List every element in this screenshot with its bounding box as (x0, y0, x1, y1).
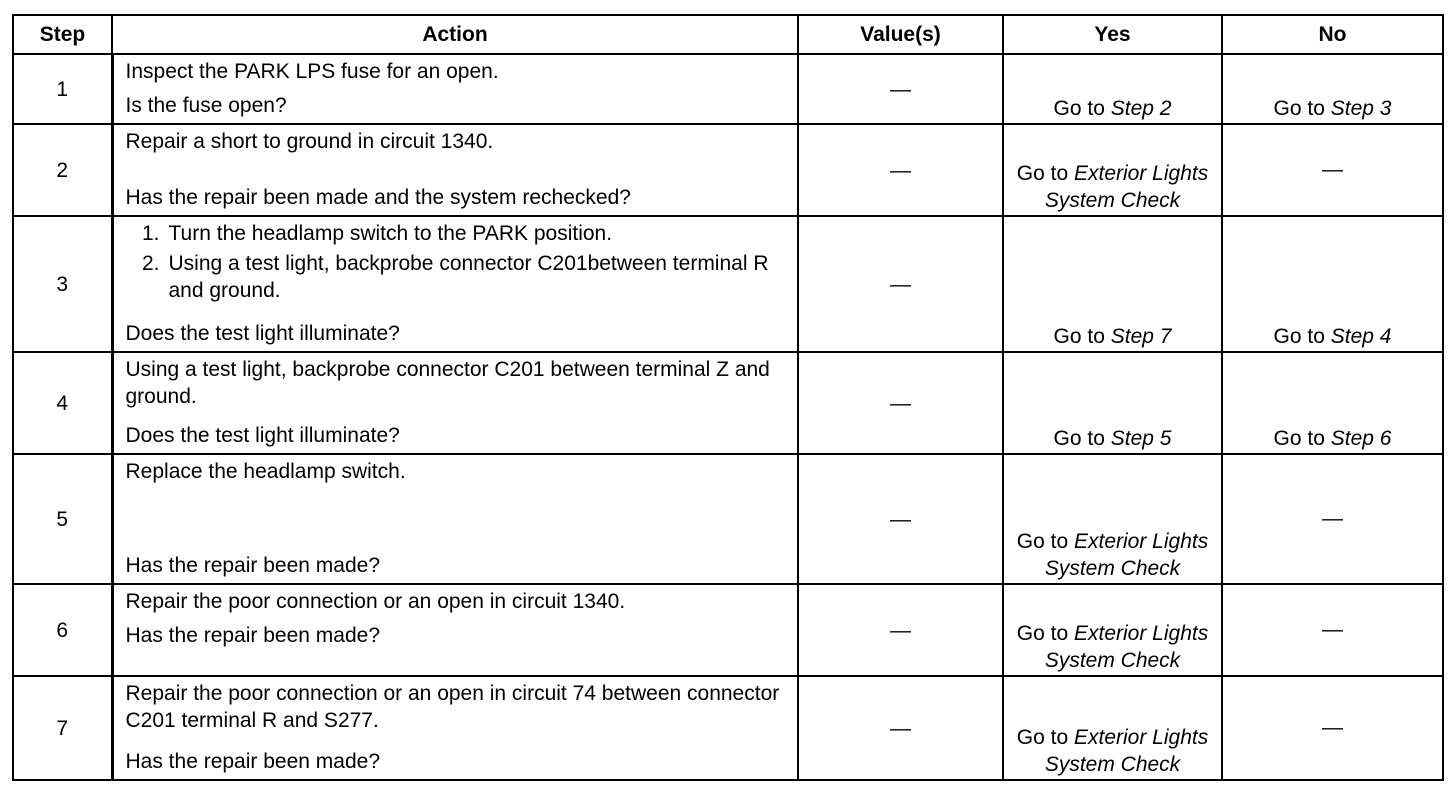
header-values: Value(s) (798, 15, 1003, 54)
no-result-link (1274, 95, 1392, 122)
action-instructions (126, 58, 788, 85)
table-row (13, 584, 1443, 676)
yes-result-link (1054, 95, 1172, 122)
action-question: Has the repair been made? (125, 554, 380, 577)
action-cell (112, 124, 798, 216)
table-row (13, 454, 1443, 584)
action-instructions (126, 128, 788, 155)
action-cell (112, 352, 798, 454)
action-instructions (126, 220, 788, 307)
table-row (13, 676, 1443, 780)
table-row (13, 352, 1443, 454)
table-body (13, 54, 1443, 780)
substep-number: 1. (141, 222, 160, 245)
action-content (126, 588, 788, 671)
yes-result-prefix: Go to (1016, 530, 1069, 553)
action-line: Using a test light, backprobe connector C201 between terminal Z and ground. (125, 358, 770, 408)
value-dash: — (890, 272, 911, 296)
no-result-link (1274, 425, 1392, 452)
value-dash: — (890, 158, 911, 182)
no-result-dash: — (1322, 618, 1343, 641)
action-cell (112, 454, 798, 584)
step-number: 7 (13, 676, 112, 780)
yes-result-link (1010, 160, 1215, 214)
yes-result-cell (1003, 54, 1222, 124)
step-number: 4 (13, 352, 112, 454)
table-row (13, 216, 1443, 352)
value-cell (798, 54, 1003, 124)
no-result-prefix: Go to (1273, 325, 1325, 348)
substep-item (126, 250, 788, 304)
no-result-dash: — (1322, 507, 1343, 530)
value-cell (798, 584, 1003, 676)
no-result-cell (1222, 584, 1443, 676)
yes-result-prefix: Go to (1053, 97, 1105, 120)
yes-result-prefix: Go to (1053, 427, 1105, 450)
no-result-cell (1222, 216, 1443, 352)
value-dash: — (890, 391, 911, 415)
no-result-cell (1222, 676, 1443, 780)
yes-result-link (1054, 425, 1172, 452)
yes-result-target: Exterior Lights System Check (1044, 162, 1209, 212)
action-cell (112, 584, 798, 676)
action-instructions (126, 356, 788, 410)
no-result-cell (1222, 352, 1443, 454)
diagnostic-table (12, 14, 1444, 781)
no-result-prefix: Go to (1273, 427, 1325, 450)
yes-result-link (1010, 724, 1215, 778)
action-line: Has the repair been made? (125, 624, 380, 647)
table-row (13, 54, 1443, 124)
header-step: Step (13, 15, 112, 54)
yes-result-target: Step 2 (1110, 97, 1172, 120)
step-number: 3 (13, 216, 112, 352)
no-result-cell (1222, 54, 1443, 124)
no-result-target: Step 3 (1330, 97, 1392, 120)
yes-result-link (1054, 323, 1172, 350)
yes-result-target: Exterior Lights System Check (1044, 622, 1209, 672)
action-line: Repair the poor connection or an open in circuit 1340. (125, 590, 626, 613)
yes-result-cell (1003, 454, 1222, 584)
yes-result-link (1010, 528, 1215, 582)
action-instructions (126, 588, 788, 649)
action-cell (112, 54, 798, 124)
substep-number: 2. (141, 252, 160, 275)
action-instructions (126, 458, 788, 485)
no-result-dash: — (1322, 716, 1343, 739)
action-question: Has the repair been made and the system rechecked? (125, 186, 631, 209)
yes-result-cell (1003, 216, 1222, 352)
no-result-cell (1222, 454, 1443, 584)
value-dash: — (890, 618, 911, 642)
substep-text: Turn the headlamp switch to the PARK position. (168, 222, 613, 245)
yes-result-cell (1003, 352, 1222, 454)
action-line: Inspect the PARK LPS fuse for an open. (125, 60, 499, 83)
action-question: Does the test light illuminate? (125, 322, 400, 345)
yes-result-cell (1003, 584, 1222, 676)
yes-result-target: Step 5 (1110, 427, 1172, 450)
yes-result-prefix: Go to (1016, 622, 1069, 645)
substep-text: Using a test light, backprobe connector C201between terminal R and ground. (168, 252, 769, 302)
yes-result-cell (1003, 124, 1222, 216)
action-content (126, 58, 788, 119)
step-number: 6 (13, 584, 112, 676)
yes-result-target: Exterior Lights System Check (1044, 530, 1209, 580)
action-question: Is the fuse open? (125, 94, 287, 117)
value-cell (798, 352, 1003, 454)
yes-result-target: Exterior Lights System Check (1044, 726, 1209, 776)
yes-result-prefix: Go to (1016, 162, 1069, 185)
value-dash: — (890, 77, 911, 101)
yes-result-link (1010, 620, 1215, 674)
action-question: Has the repair been made? (125, 750, 380, 773)
no-result-prefix: Go to (1273, 97, 1325, 120)
action-cell (112, 216, 798, 352)
yes-result-prefix: Go to (1016, 726, 1069, 749)
action-content (126, 220, 788, 347)
yes-result-target: Step 7 (1110, 325, 1172, 348)
header-action: Action (112, 15, 798, 54)
step-number: 2 (13, 124, 112, 216)
value-cell (798, 124, 1003, 216)
value-dash: — (890, 716, 911, 740)
header-no: No (1222, 15, 1443, 54)
value-cell (798, 216, 1003, 352)
yes-result-cell (1003, 676, 1222, 780)
action-line: Repair the poor connection or an open in circuit 74 between connector C201 terminal R and S277. (125, 682, 780, 732)
step-number: 5 (13, 454, 112, 584)
action-line: Replace the headlamp switch. (125, 460, 406, 483)
no-result-target: Step 6 (1330, 427, 1392, 450)
table-row (13, 124, 1443, 216)
yes-result-prefix: Go to (1053, 325, 1105, 348)
action-cell (112, 676, 798, 780)
action-content (126, 128, 788, 211)
action-line: Repair a short to ground in circuit 1340. (125, 130, 494, 153)
value-cell (798, 454, 1003, 584)
no-result-link (1274, 323, 1392, 350)
substep-item (126, 220, 788, 247)
action-instructions (126, 680, 788, 734)
no-result-dash: — (1322, 158, 1343, 181)
header-yes: Yes (1003, 15, 1222, 54)
action-question: Does the test light illuminate? (125, 424, 400, 447)
value-cell (798, 676, 1003, 780)
action-content (126, 458, 788, 579)
action-substeps (126, 220, 788, 304)
action-content (126, 680, 788, 775)
action-content (126, 356, 788, 449)
no-result-cell (1222, 124, 1443, 216)
header-row (13, 15, 1443, 54)
value-dash: — (890, 507, 911, 531)
step-number: 1 (13, 54, 112, 124)
no-result-target: Step 4 (1330, 325, 1392, 348)
